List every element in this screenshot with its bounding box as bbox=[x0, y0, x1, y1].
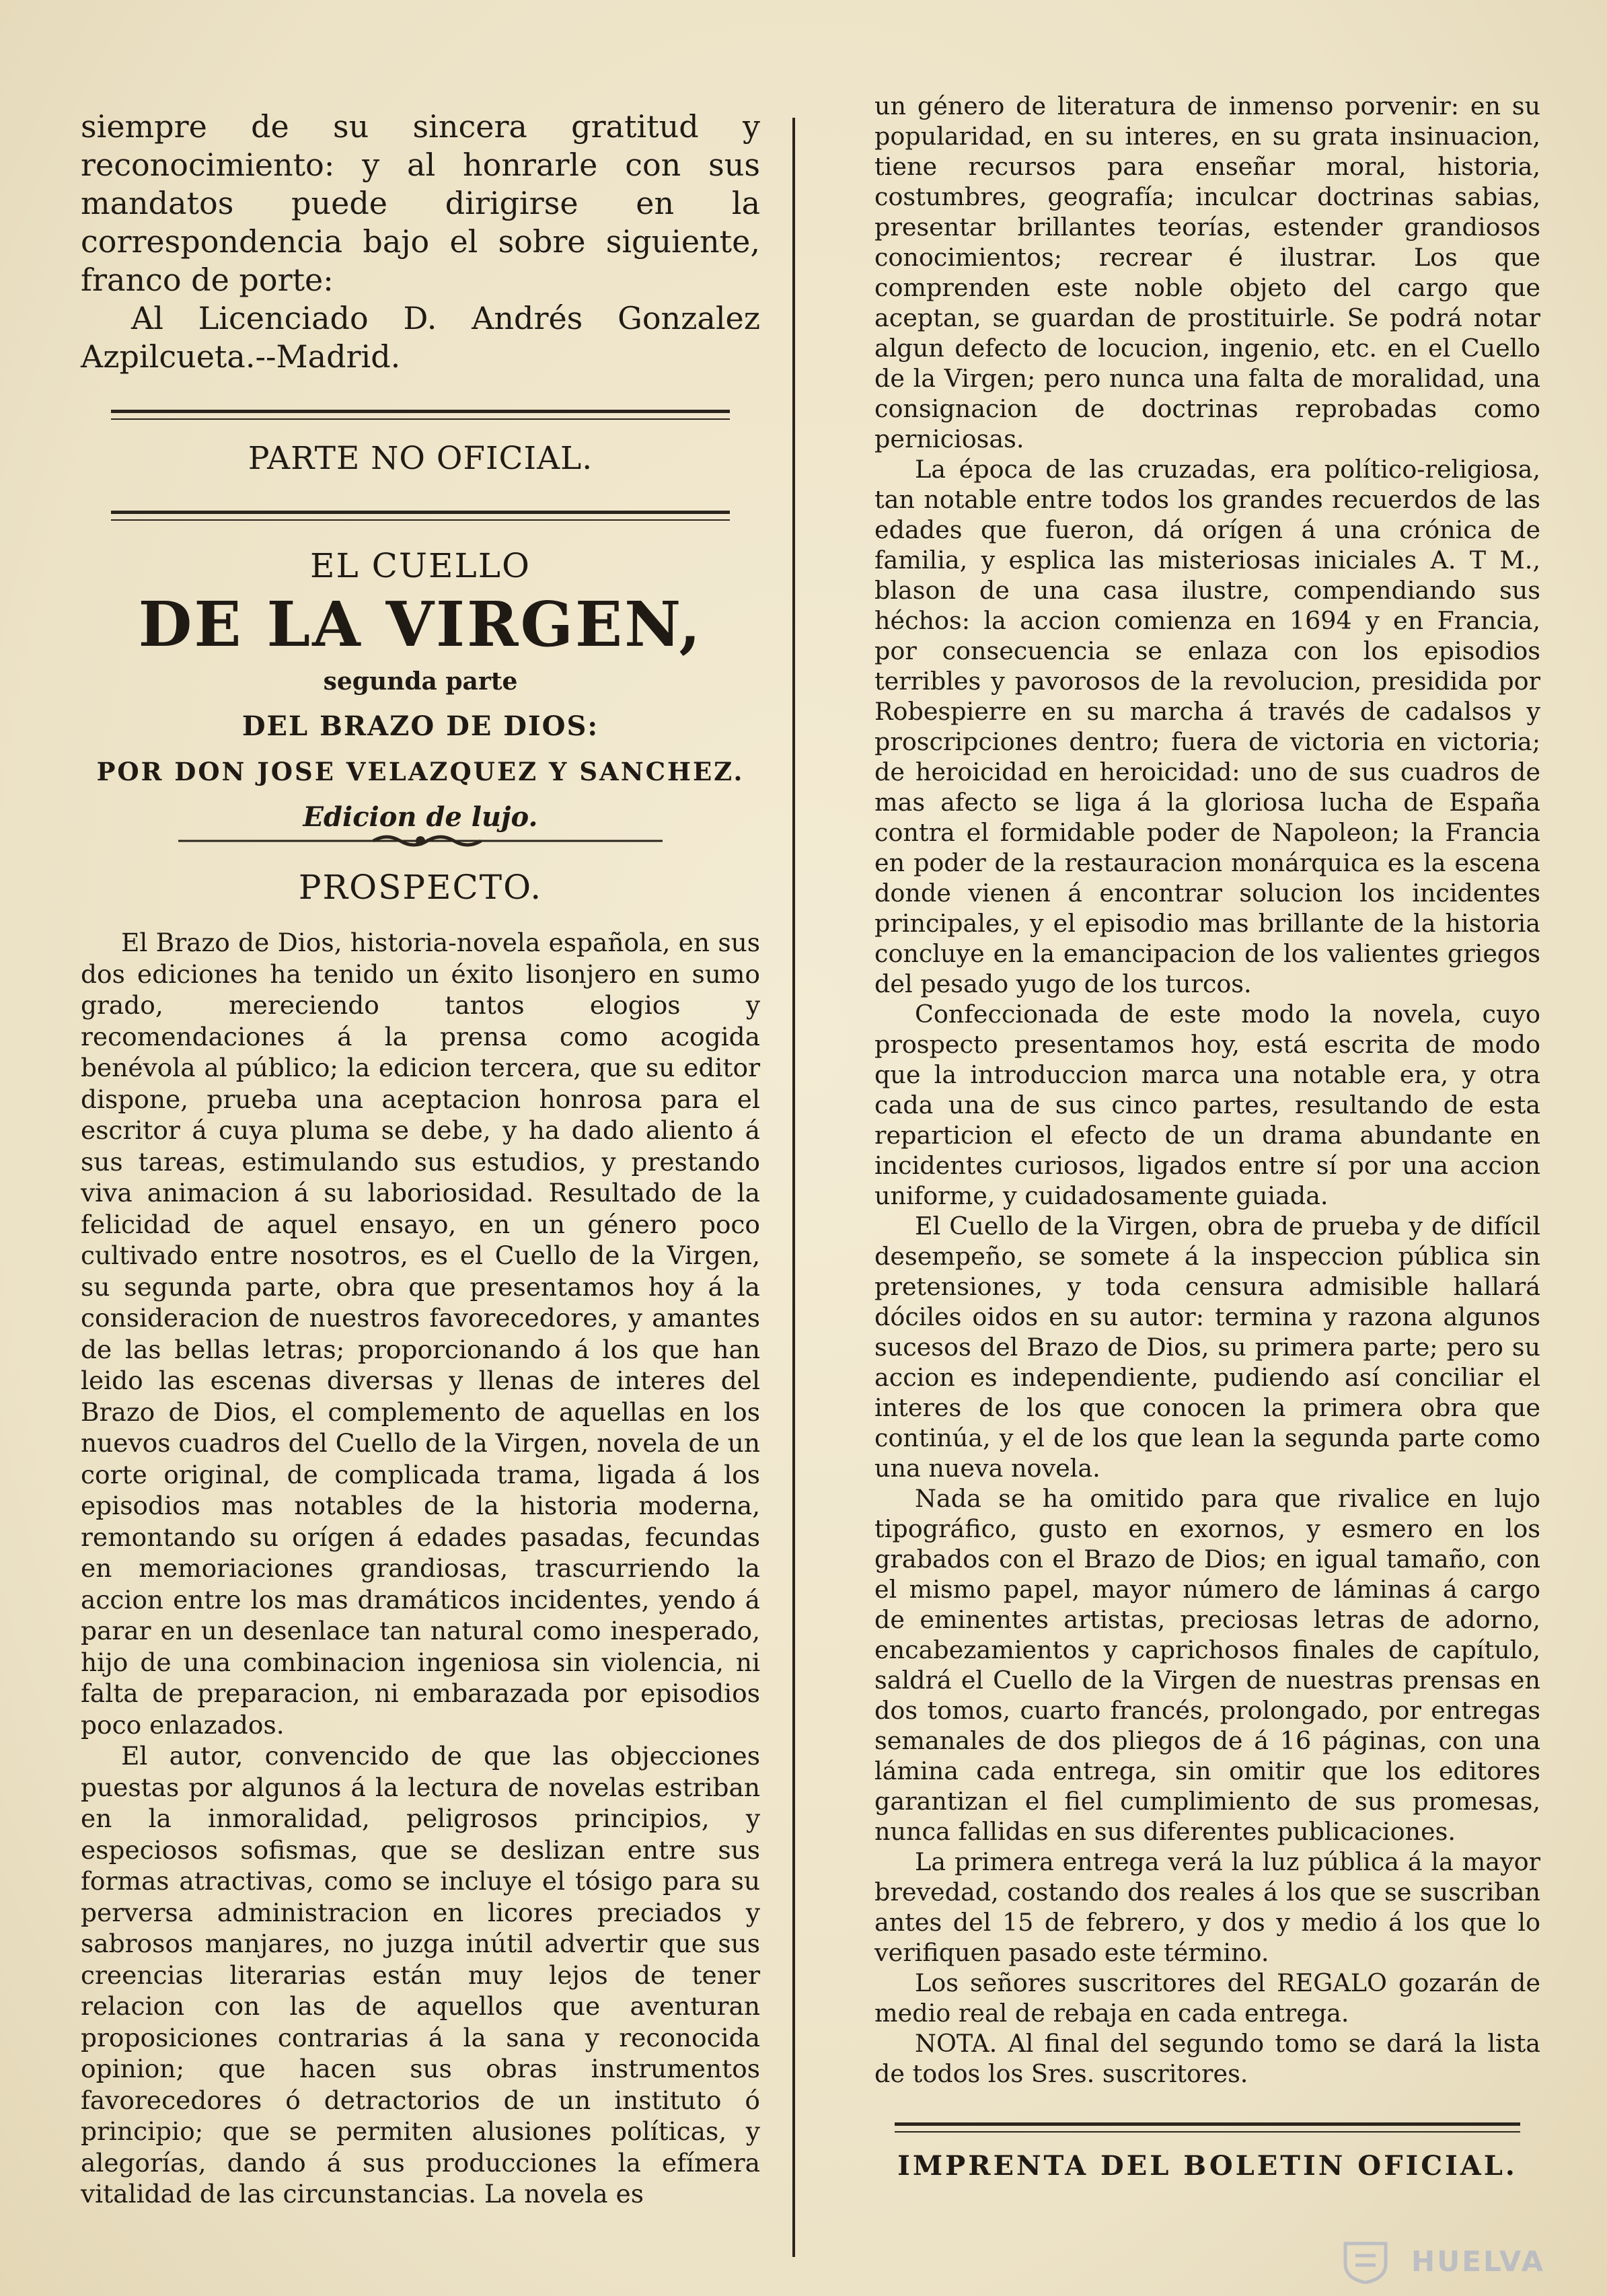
section-rule-top bbox=[111, 410, 730, 420]
title-line-2: DE LA VIRGEN, bbox=[138, 588, 703, 661]
title-line-1: EL CUELLO bbox=[310, 546, 531, 585]
ornament-divider bbox=[178, 833, 663, 849]
paragraph: El autor, convencido de que las objecciones puestas por algunos á la lectura de novelas estriban en la inmoralidad, peligrosos principios, y especiosos sofismas, que se deslizan entre sus formas atractivas, como se incluye el tósigo para su perversa administracion en licores preciados y sabrosos manjares, no juzga inútil advertir que sus creencias literarias están muy lejos de tener relacion con las de aquellos que aventuran proposiciones contrarias á la sana y reconocida opinion; que hacen sus obras instrumentos favorecedores ó detractorios de un instituto ó principio; que se permiten alusiones políticas, y alegorías, dando á sus producciones la efímera vitalidad de las circunstancias. La novela es bbox=[81, 1741, 760, 2209]
closing-notice bbox=[81, 108, 760, 376]
prospecto-text bbox=[81, 927, 760, 2210]
subtitle-line-2: DEL BRAZO DE DIOS: bbox=[241, 710, 599, 742]
crest-icon bbox=[1332, 2237, 1399, 2284]
left-column bbox=[81, 108, 760, 2210]
intro-paragraph: siempre de su sincera gratitud y reconocimiento: y al honrarle con sus mandatos puede dirigirse en la correspondencia bajo el sobre siguiente, franco de porte: bbox=[81, 108, 760, 298]
prospecto-heading: PROSPECTO. bbox=[298, 868, 543, 907]
paragraph: La primera entrega verá la luz pública á la mayor brevedad, costando dos reales á los que se suscriban antes del 15 de febrero, y dos y medio á los que lo verifiquen pasado este término. bbox=[874, 1847, 1540, 1967]
paragraph: La época de las cruzadas, era político-religiosa, tan notable entre todos los grandes recuerdos de las edades que fueron, dá orígen á una crónica de familia, y esplica las misteriosas iniciales A. T M., blason de una casa ilustre, compendiando sus héchos: la accion comienza en 1694 y en Francia, por consecuencia se enlaza con los episodios terribles y pavorosos de la revolucion, presidida por Robespierre en su marcha á través de cadalsos y proscripciones dentro; fuera de victoria en victoria; de heroicidad en heroicidad: uno de sus cuadros de mas afecto se liga á la gloriosa lucha de España contra el formidable poder de Napoleon; la Francia en poder de la restauracion monárquica es la escena donde vienen á encontrar solucion los incidentes principales, y el episodio mas brillante de la historia concluye en la emancipacion de los valientes griegos del pesado yugo de los turcos. bbox=[874, 455, 1540, 998]
edition-label: Edicion de lujo. bbox=[303, 801, 538, 833]
column-divider bbox=[792, 118, 795, 2257]
imprint-line: IMPRENTA DEL BOLETIN OFICIAL. bbox=[897, 2150, 1518, 2182]
imprint-rule bbox=[895, 2122, 1520, 2133]
paragraph: Confeccionada de este modo la novela, cuyo prospecto presentamos hoy, está escrita de modo que la introduccion marca una notable era, y otra cada una de sus cinco partes, resultando de esta reparticion el efecto de un drama abundante en incidentes curiosos, ligados entre sí por una accion uniforme, y cuidadosamente guiada. bbox=[874, 1000, 1540, 1210]
paragraph: un género de literatura de inmenso porvenir: en su popularidad, en su interes, en su grata insinuacion, tiene recursos para enseñar moral, historia, costumbres, geografía; inculcar doctrinas sabias, presentar brillantes teorías, estender grandiosos conocimientos; recrear é ilustrar. Los que comprenden este noble objeto del cargo que aceptan, se guardan de prostituirle. Se podrá notar algun defecto de locucion, ingenio, etc. en el Cuello de la Virgen; pero nunca una falta de moralidad, una consignacion de doctrinas reprobadas como perniciosas. bbox=[874, 91, 1540, 453]
paragraph: NOTA. Al final del segundo tomo se dará la lista de todos los Sres. suscritores. bbox=[874, 2029, 1540, 2088]
section-rule-bottom bbox=[111, 511, 730, 521]
section-heading: PARTE NO OFICIAL. bbox=[248, 440, 593, 477]
address-line: Al Licenciado D. Andrés Gonzalez Azpilcueta.--Madrid. bbox=[81, 300, 760, 375]
subtitle-line-1: segunda parte bbox=[323, 667, 518, 696]
right-column bbox=[874, 91, 1540, 2182]
paragraph: El Brazo de Dios, historia-novela española, en sus dos ediciones ha tenido un éxito lisonjero en sumo grado, mereciendo tantos elogios y recomendaciones á la prensa como acogida benévola al público; la edicion tercera, que su editor dispone, prueba una aceptacion honrosa para el escritor á cuya pluma se debe, y ha dado aliento á sus tareas, estimulando sus estudios, y prestando viva animacion á su laboriosidad. Resultado de la felicidad de aquel ensayo, en un género poco cultivado entre nosotros, es el Cuello de la Virgen, su segunda parte, obra que presentamos hoy á la consideracion de nuestros favorecedores, y amantes de las bellas letras; proporcionando á los que han leido las escenas diversas y llenas de interes del Brazo de Dios, el complemento de aquellas en los nuevos cuadros del Cuello de la Virgen, novela de un corte original, de complicada trama, ligada á los episodios mas notables de la historia moderna, remontando su orígen á edades pasadas, fecundas en memoriaciones grandiosas, trascurriendo la accion entre los mas dramáticos incidentes, yendo á parar en un desenlace tan natural como inesperado, hijo de una combinacion ingeniosa sin violencia, ni falta de preparacion, ni embarazada por episodios poco enlazados. bbox=[81, 928, 760, 1740]
paragraph: El Cuello de la Virgen, obra de prueba y de difícil desempeño, se somete á la inspeccion pública sin pretensiones, y toda censura admisible hallará dóciles oidos en su autor: termina y razona algunos sucesos del Brazo de Dios, su primera parte; pero su accion es independiente, pudiendo así conciliar el interes de los que conocen la primera obra que continúa, y el de los que lean la segunda parte como una nueva novela. bbox=[874, 1212, 1540, 1483]
watermark-text: HUELVA bbox=[1411, 2245, 1546, 2278]
watermark bbox=[1332, 2237, 1554, 2284]
paragraph: Los señores suscritores del REGALO gozarán de medio real de rebaja en cada entrega. bbox=[874, 1968, 1540, 2028]
author-line: POR DON JOSE VELAZQUEZ Y SANCHEZ. bbox=[96, 757, 745, 786]
paragraph: Nada se ha omitido para que rivalice en lujo tipográfico, gusto en exornos, y esmero en los grabados con el Brazo de Dios; en igual tamaño, con el mismo papel, mayor número de láminas á cargo de eminentes artistas, preciosas letras de adorno, encabezamientos y caprichosos finales de capítulo, saldrá el Cuello de la Virgen de nuestras prensas en dos tomos, cuarto francés, prolongado, por entregas semanales de dos pliegos de á 16 páginas, con una lámina cada entrega, sin omitir que los editores garantizan el fiel cumplimiento de sus promesas, nunca fallidas en sus diferentes publicaciones. bbox=[874, 1484, 1540, 1846]
